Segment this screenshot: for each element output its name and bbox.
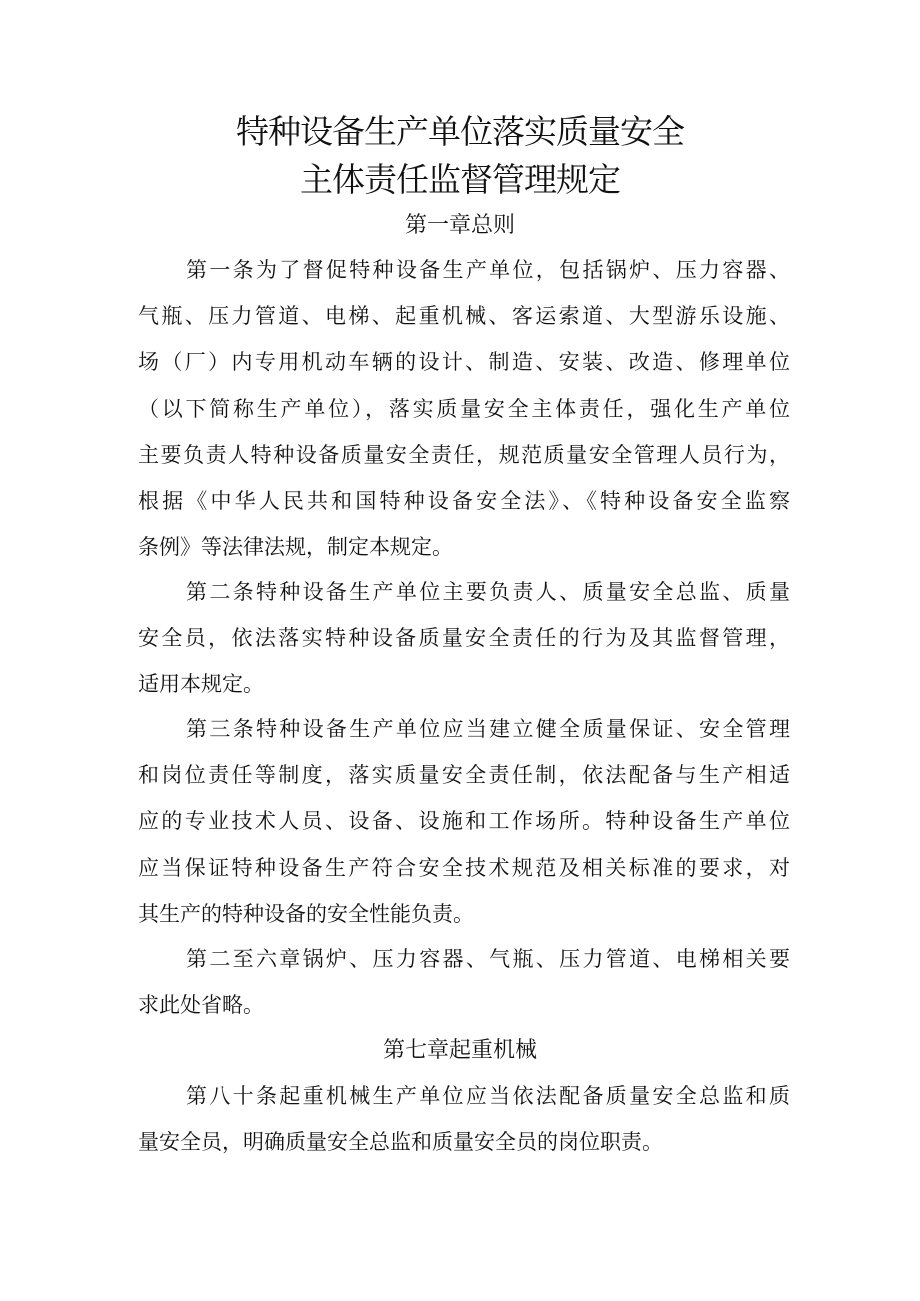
article-1-line: （以下简称生产单位），落实质量安全主体责任，强化生产单位 xyxy=(138,397,790,421)
omission-note-line: 求此处省略。 xyxy=(138,993,264,1017)
article-3-line: 应的专业技术人员、设备、设施和工作场所。特种设备生产单位 xyxy=(138,809,790,833)
article-80-line: 第八十条起重机械生产单位应当依法配备质量安全总监和质 xyxy=(186,1084,790,1108)
article-1-line: 主要负责人特种设备质量安全责任，规范质量安全管理人员行为， xyxy=(138,443,790,467)
article-2-line: 第二条特种设备生产单位主要负责人、质量安全总监、质量 xyxy=(186,580,790,604)
article-2-line: 安全员，依法落实特种设备质量安全责任的行为及其监督管理， xyxy=(138,626,790,650)
chapter-heading-1: 第一章总则 xyxy=(404,213,515,238)
article-1-line: 第一条为了督促特种设备生产单位，包括锅炉、压力容器、 xyxy=(186,258,790,282)
article-1-line: 条例》等法律法规，制定本规定。 xyxy=(138,535,453,559)
article-1-line: 场（厂）内专用机动车辆的设计、制造、安装、改造、修理单位 xyxy=(138,350,790,374)
document-title-line-2: 主体责任监督管理规定 xyxy=(300,160,620,199)
chapter-heading-7: 第七章起重机械 xyxy=(382,1038,537,1063)
article-80-line: 量安全员，明确质量安全总监和质量安全员的岗位职责。 xyxy=(138,1130,663,1154)
article-3-line: 和岗位责任等制度，落实质量安全责任制，依法配备与生产相适 xyxy=(138,763,790,787)
article-2-line: 适用本规定。 xyxy=(138,672,264,696)
omission-note-line: 第二至六章锅炉、压力容器、气瓶、压力管道、电梯相关要 xyxy=(186,947,790,971)
article-1-line: 根据《中华人民共和国特种设备安全法》、《特种设备安全监察 xyxy=(138,489,790,513)
article-3-line: 第三条特种设备生产单位应当建立健全质量保证、安全管理 xyxy=(186,717,790,741)
article-1-line: 气瓶、压力管道、电梯、起重机械、客运索道、大型游乐设施、 xyxy=(138,304,790,328)
article-3-line: 应当保证特种设备生产符合安全技术规范及相关标准的要求，对 xyxy=(138,856,790,880)
document-title-line-1: 特种设备生产单位落实质量安全 xyxy=(236,112,684,151)
article-3-line: 其生产的特种设备的安全性能负责。 xyxy=(138,902,474,926)
